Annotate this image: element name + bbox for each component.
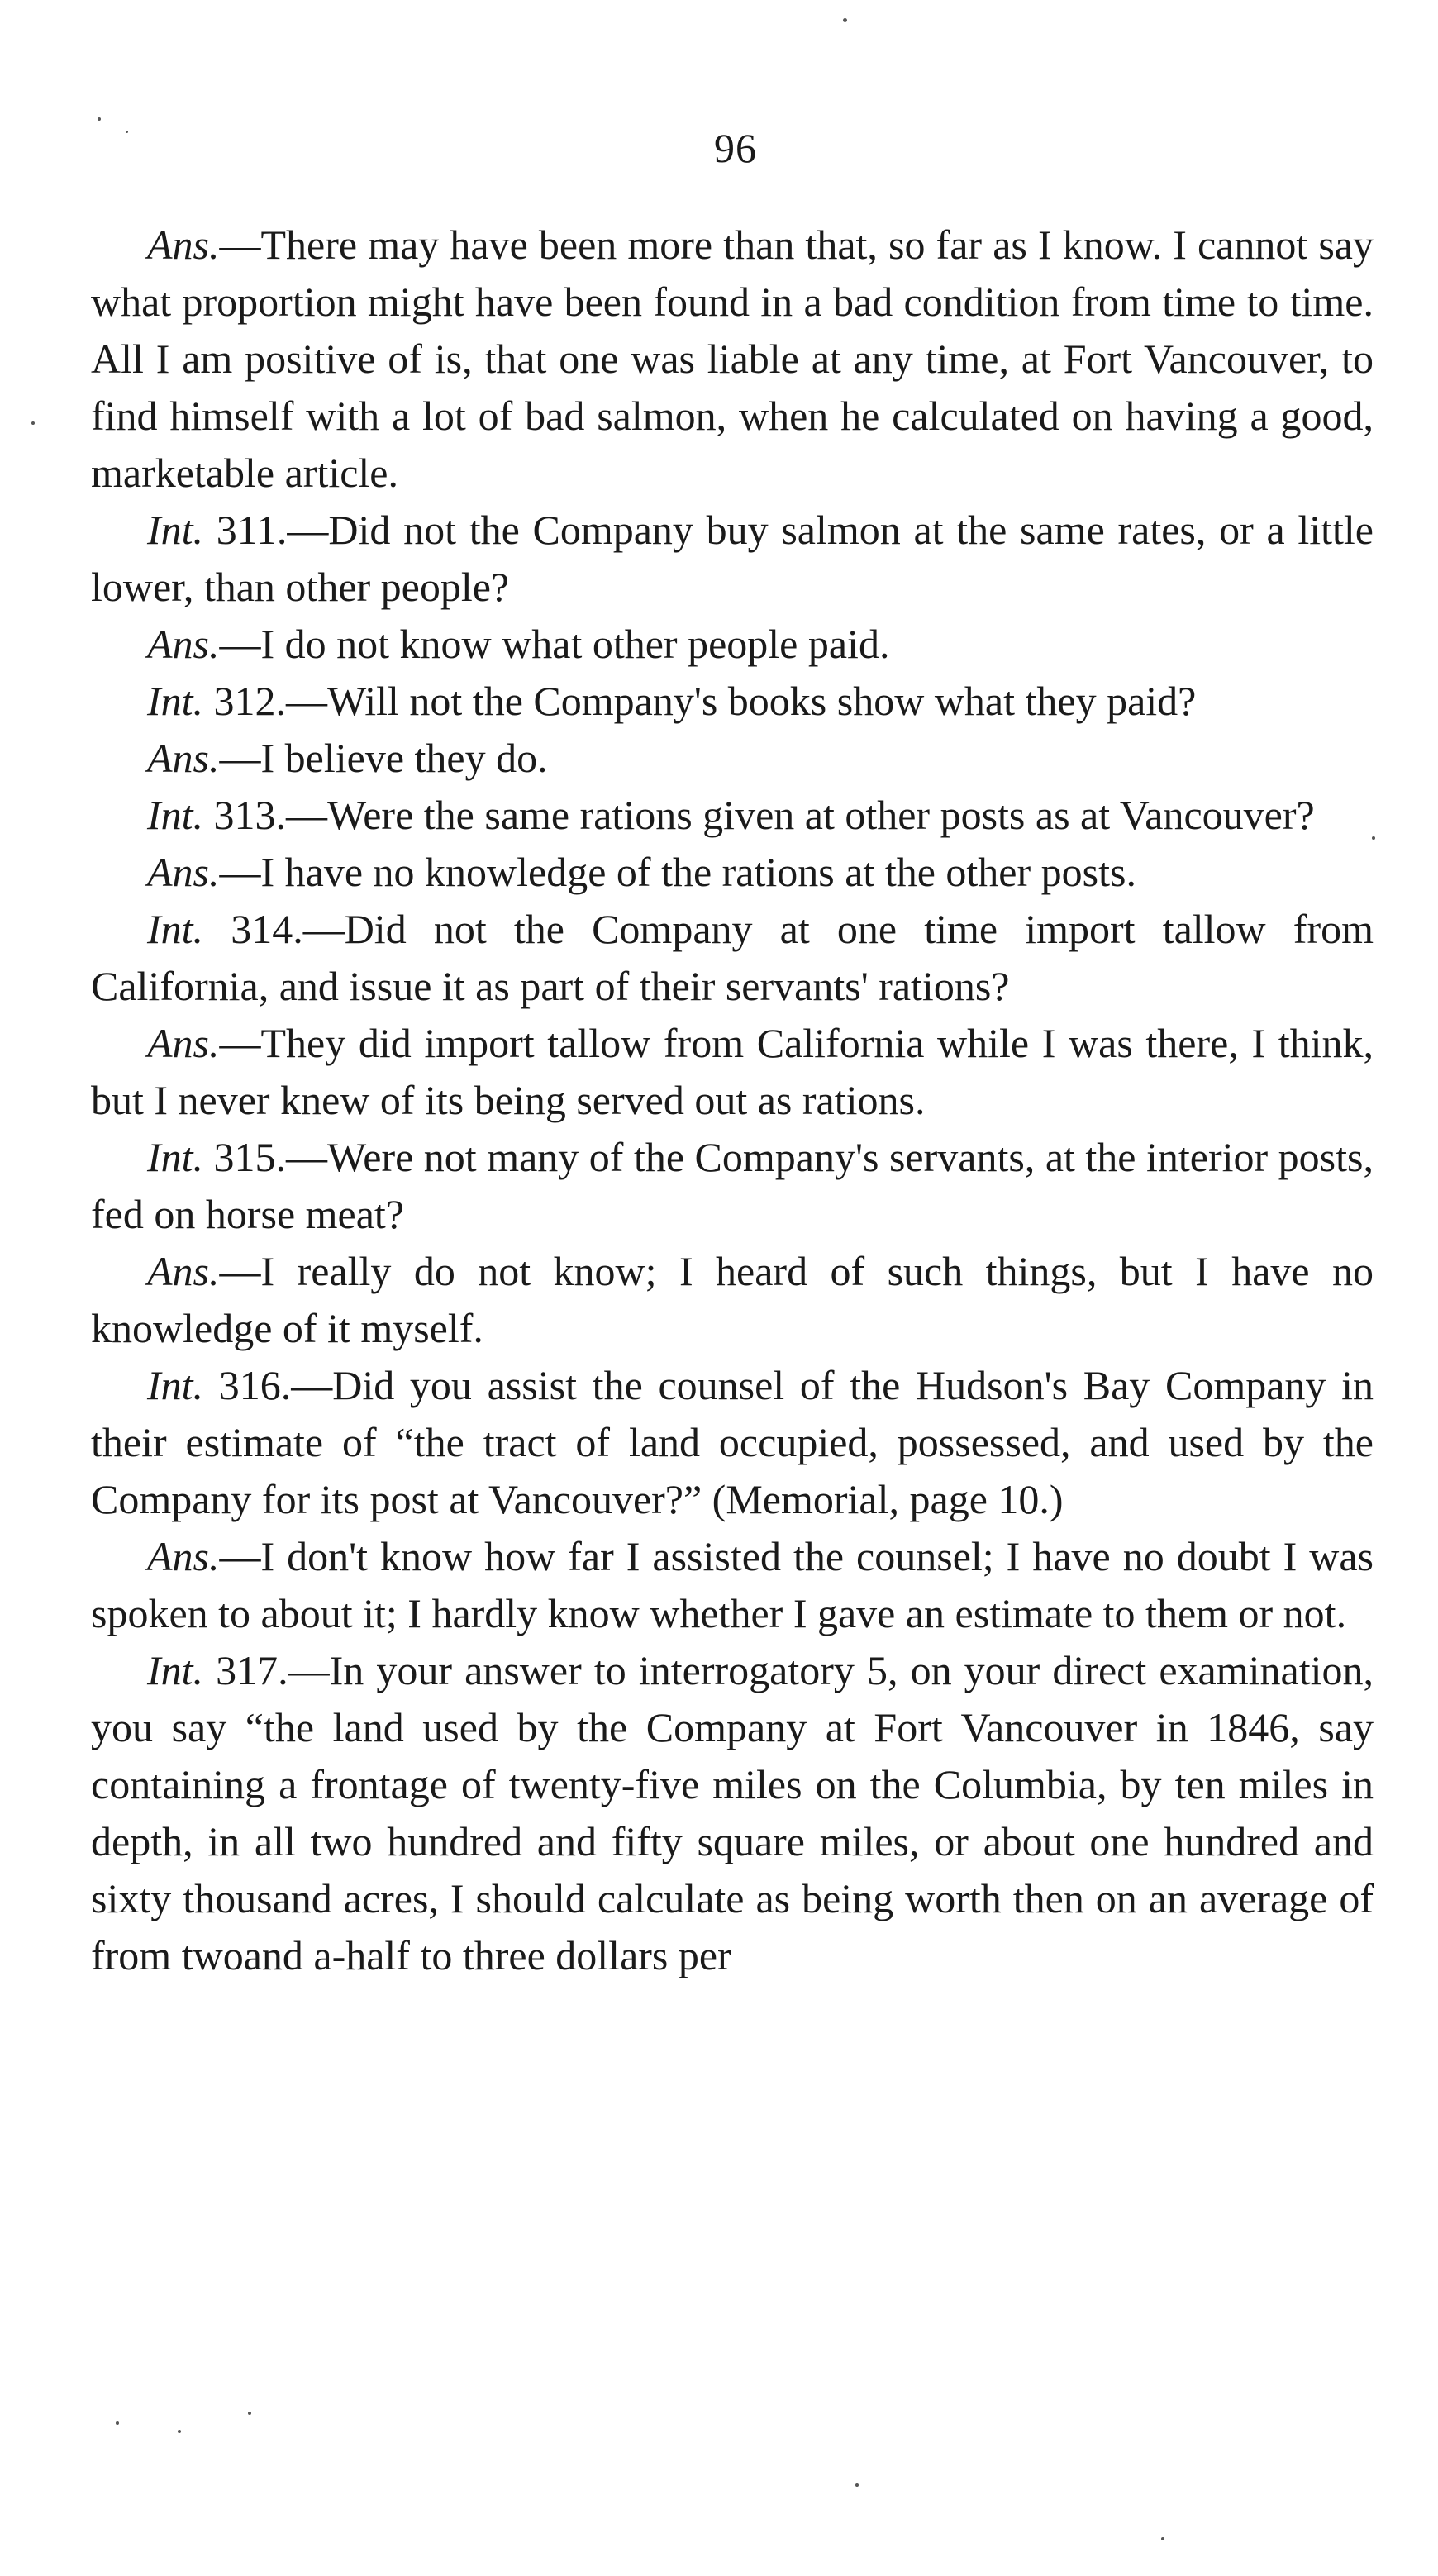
testimony-text: [91, 217, 1374, 1984]
answer-text: —I really do not know; I heard of such things, but I have no knowledge of it myself.: [91, 1248, 1374, 1351]
answer-label: Ans.: [147, 735, 220, 781]
answer-paragraph: [91, 1528, 1374, 1642]
answer-text: —There may have been more than that, so far as I know. I cannot say what proportion might have been found in a bad condition from time to time. All I am positive of is, that one was liable at any time, at Fort Vancouver, to find himself with a lot of bad salmon, when he calculated on having a good, marketable article.: [91, 221, 1374, 496]
answer-text: —I believe they do.: [219, 735, 548, 781]
scan-speck: [126, 131, 128, 133]
scan-speck: [248, 2412, 251, 2415]
answer-text: —I don't know how far I assisted the counsel; I have no doubt I was spoken to about it; I hardly know whether I gave an estimate to them or not.: [91, 1533, 1374, 1636]
answer-paragraph: [91, 1243, 1374, 1357]
scan-speck: [116, 2421, 119, 2425]
interrogatory-paragraph: [91, 1642, 1374, 1984]
interrogatory-label: Int.: [147, 906, 204, 952]
interrogatory-paragraph: [91, 673, 1374, 730]
answer-paragraph: [91, 616, 1374, 673]
interrogatory-label: Int.: [147, 507, 204, 553]
answer-paragraph: [91, 844, 1374, 901]
page-number: 96: [714, 125, 757, 171]
answer-paragraph: [91, 217, 1374, 502]
interrogatory-label: Int.: [147, 792, 204, 838]
answer-label: Ans.: [147, 221, 220, 268]
interrogatory-text: 316.—Did you assist the counsel of the Hudson's Bay Company in their estimate of “the tract of land occupied, possessed, and used by the Company for its post at Vancouver?” (Memorial, page 10.): [91, 1362, 1374, 1522]
interrogatory-paragraph: [91, 1357, 1374, 1528]
scan-speck: [1372, 836, 1375, 840]
answer-text: —I do not know what other people paid.: [219, 621, 890, 667]
interrogatory-text: 314.—Did not the Company at one time import tallow from California, and issue it as part of their servants' rations?: [91, 906, 1374, 1009]
interrogatory-text: 312.—Will not the Company's books show what they paid?: [203, 678, 1197, 724]
answer-paragraph: [91, 1015, 1374, 1129]
interrogatory-label: Int.: [147, 1134, 204, 1180]
answer-label: Ans.: [147, 849, 220, 895]
interrogatory-label: Int.: [147, 1362, 204, 1408]
interrogatory-text: 311.—Did not the Company buy salmon at the same rates, or a little lower, than other people?: [91, 507, 1374, 610]
answer-label: Ans.: [147, 621, 220, 667]
interrogatory-text: 313.—Were the same rations given at other posts as at Vancouver?: [203, 792, 1315, 838]
interrogatory-text: 315.—Were not many of the Company's servants, at the interior posts, fed on horse meat?: [91, 1134, 1374, 1237]
interrogatory-label: Int.: [147, 678, 204, 724]
scan-speck: [98, 117, 101, 121]
scan-speck: [31, 421, 35, 425]
scan-speck: [178, 2430, 181, 2433]
answer-label: Ans.: [147, 1533, 220, 1579]
answer-label: Ans.: [147, 1020, 220, 1066]
scan-speck: [843, 18, 847, 22]
scan-speck: [1161, 2537, 1164, 2540]
interrogatory-paragraph: [91, 502, 1374, 616]
answer-paragraph: [91, 730, 1374, 787]
answer-text: —They did import tallow from California while I was there, I think, but I never knew of its being served out as rations.: [91, 1020, 1374, 1123]
interrogatory-text: 317.—In your answer to interrogatory 5, on your direct examination, you say “the land used by the Company at Fort Vancouver in 1846, say containing a frontage of twenty-five miles on the Columbia, by ten miles in depth, in all two hundred and fifty square miles, or about one hundred and sixty thousand acres, I should calculate as being worth then on an average of from twoand a-half to three dollars per: [91, 1647, 1374, 1978]
answer-label: Ans.: [147, 1248, 220, 1294]
interrogatory-paragraph: [91, 1129, 1374, 1243]
scan-speck: [855, 2483, 859, 2487]
answer-text: —I have no knowledge of the rations at the other posts.: [219, 849, 1136, 895]
interrogatory-label: Int.: [147, 1647, 204, 1693]
interrogatory-paragraph: [91, 901, 1374, 1015]
interrogatory-paragraph: [91, 787, 1374, 844]
